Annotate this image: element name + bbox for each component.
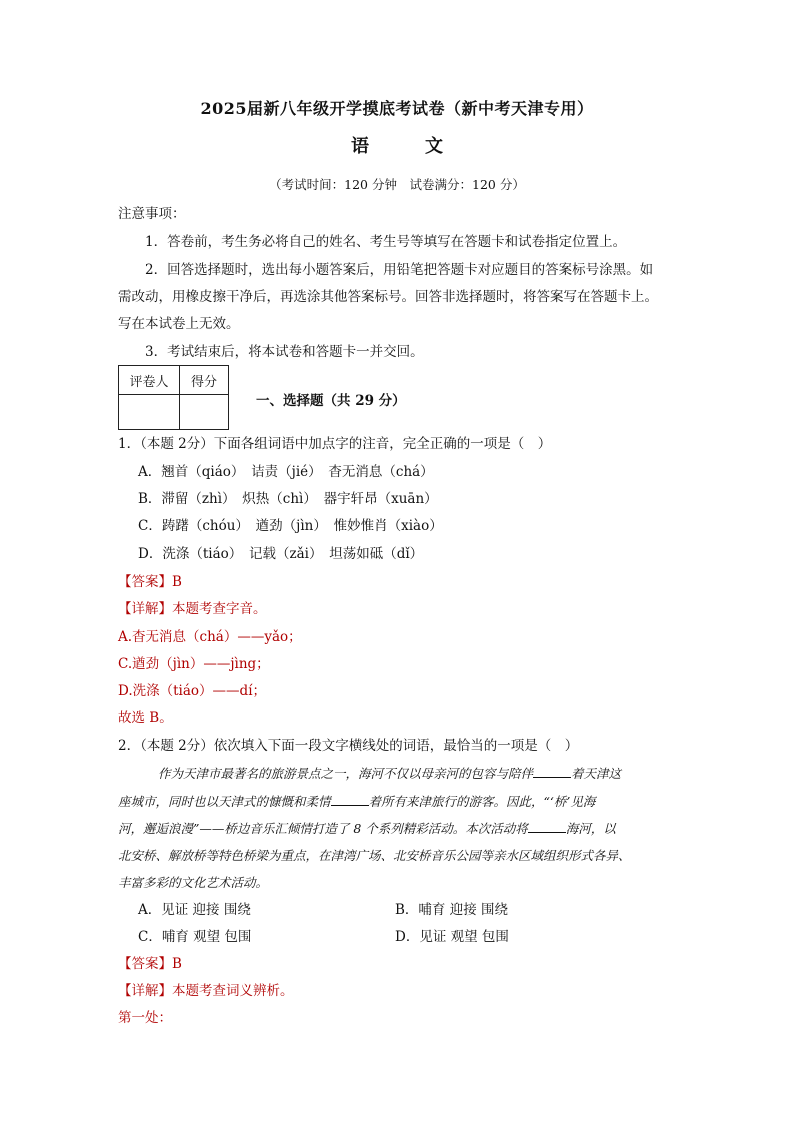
note-2-line-3: 写在本试卷上无效。 — [118, 316, 240, 332]
reviewer-header: 评卷人 — [119, 366, 180, 395]
score-table — [118, 365, 229, 430]
q2-option-b: B．哺育 迎接 围绕 — [395, 902, 509, 918]
q1-explain-a: A.杳无消息（chá）——yǎo； — [118, 629, 302, 645]
detail-tag: 【详解】 — [118, 983, 172, 999]
score-header: 得分 — [180, 366, 229, 395]
q2-passage-line-4: 北安桥、解放桥等特色桥梁为重点，在津湾广场、北安桥音乐公园等亲水区域组织形式各异、 — [118, 848, 631, 863]
reviewer-cell[interactable] — [119, 395, 180, 430]
note-2-line-2: 需改动，用橡皮擦干净后，再选涂其他答案标号。回答非选择题时，将答案写在答题卡上。 — [118, 289, 658, 305]
score-cell[interactable] — [180, 395, 229, 430]
detail-text: 本题考查字音。 — [172, 601, 267, 617]
q2-option-c: C．哺育 观望 包围 — [138, 929, 252, 945]
q2-passage-line-5: 丰富多彩的文化艺术活动。 — [118, 875, 269, 890]
q2-passage-line-1 — [158, 764, 718, 782]
q2-option-a: A．见证 迎接 围绕 — [138, 902, 251, 918]
passage-text: 河，邂逅浪漫”——桥边音乐汇倾情打造了 8 个系列精彩活动。本次活动将 — [118, 821, 528, 836]
blank-3 — [528, 820, 566, 833]
q1-explain-c: C.遒劲（jìn）——jìng； — [118, 656, 270, 672]
answer-value: B — [172, 956, 182, 972]
q1-detail — [118, 597, 267, 617]
q2-option-d: D．见证 观望 包围 — [395, 929, 509, 945]
q2-first-blank: 第一处： — [118, 1010, 172, 1026]
q1-explain-d: D.洗涤（tiáo）——dí； — [118, 683, 267, 699]
passage-text: 着所有来津旅行的游客。因此，“‘桥’见海 — [368, 794, 596, 809]
q1-conclusion: 故选 B。 — [118, 710, 173, 726]
q2-stem: 2．（本题 2分）依次填入下面一段文字横线处的词语，最恰当的一项是（ ） — [118, 738, 579, 754]
blank-1 — [533, 765, 571, 778]
answer-tag: 【答案】 — [118, 574, 172, 590]
note-2-line-1: 2．回答选择题时，选出每小题答案后，用铅笔把答题卡对应题目的答案标号涂黑。如 — [145, 262, 654, 278]
q1-option-a: A．翘首（qiáo） 诘责（jié） 杳无消息（chá） — [138, 464, 434, 480]
notes-heading: 注意事项： — [118, 206, 186, 222]
note-3: 3．考试结束后，将本试卷和答题卡一并交回。 — [145, 344, 424, 360]
answer-tag: 【答案】 — [118, 956, 172, 972]
q2-answer — [118, 952, 182, 972]
q2-detail — [118, 979, 294, 999]
passage-text: 座城市，同时也以天津式的慷慨和柔情 — [118, 794, 331, 809]
q2-passage-line-3 — [118, 819, 678, 837]
exam-meta: （考试时间：120 分钟 试卷满分：120 分） — [269, 177, 525, 192]
detail-tag: 【详解】 — [118, 601, 172, 617]
passage-text: 海河，以 — [565, 821, 616, 836]
q2-passage-line-2 — [118, 792, 678, 810]
q1-answer — [118, 570, 182, 590]
q1-option-b: B．滞留（zhì） 炽热（chì） 器宇轩昂（xuān） — [138, 491, 438, 507]
subject-title: 语文 — [351, 136, 499, 157]
passage-text: 着天津这 — [571, 766, 622, 781]
exam-title: 2025届新八年级开学摸底考试卷（新中考天津专用） — [200, 99, 594, 118]
section-heading: 一、选择题（共 29 分） — [256, 393, 406, 409]
answer-value: B — [172, 574, 182, 590]
note-1: 1．答卷前，考生务必将自己的姓名、考生号等填写在答题卡和试卷指定位置上。 — [145, 234, 627, 250]
q1-option-c: C．踌躇（chóu） 遒劲（jìn） 惟妙惟肖（xiào） — [138, 518, 443, 534]
blank-2 — [331, 793, 369, 806]
detail-text: 本题考查词义辨析。 — [172, 983, 294, 999]
q1-stem: 1．（本题 2分）下面各组词语中加点字的注音，完全正确的一项是（ ） — [118, 436, 552, 452]
q1-option-d: D．洗涤（tiáo） 记载（zǎi） 坦荡如砥（dǐ） — [138, 546, 424, 562]
passage-text: 作为天津市最著名的旅游景点之一，海河不仅以母亲河的包容与陪伴 — [158, 766, 534, 781]
